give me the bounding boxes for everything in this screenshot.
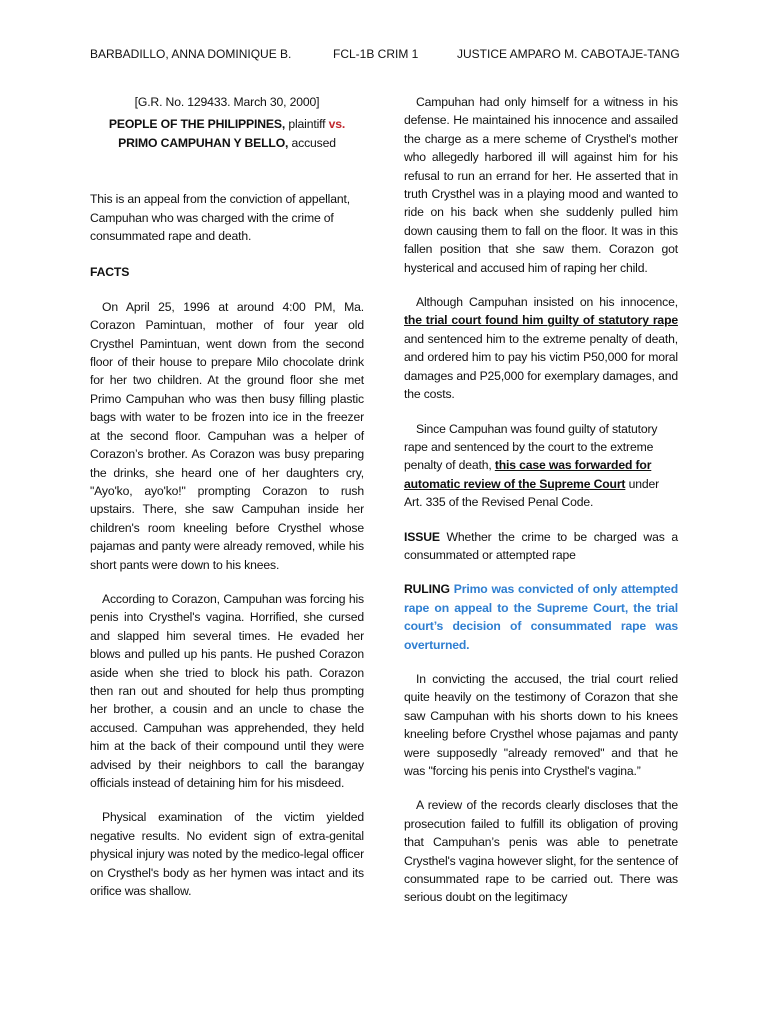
facts-paragraph: On April 25, 1996 at around 4:00 PM, Ma. Corazon Pamintuan, mother of four year old Crysthel Pamintuan, went down from the second floor of their house to prepare Milo chocolate drink for her two children. At the ground floor she met Primo Campuhan who was then busy filling plastic bags with water to be frozen into ice in the freezer at the second floor. Campuhan was a helper of Corazon’s brother. As Corazon was busy preparing the drinks, she heard one of her daughters cry, "Ayo'ko, ayo'ko!" prompting Corazon to rush upstairs. There, she saw Campuhan inside her children's room kneeling before Crysthel whose pajamas and panty were already removed, while his short pants were down to his knees.	[90, 299, 364, 572]
highlight: the trial court found him guilty of statutory rape	[404, 313, 678, 328]
facts-heading: FACTS	[90, 265, 130, 280]
plaintiff-role: plaintiff	[285, 117, 329, 132]
discussion-paragraph: A review of the records clearly discloses that the prosecution failed to fulfill its obligation of proving that Campuhan’s penis was able to penetrate Crysthel's vagina however slight, for the sentence of consummated rape to be carried out. There was serious doubt on the legitimacy	[404, 798, 678, 905]
case-caption	[90, 115, 364, 152]
right-column	[404, 93, 678, 923]
review-paragraph	[404, 420, 678, 512]
discussion-paragraph: In convicting the accused, the trial court relied quite heavily on the testimony of Corazon that she saw Campuhan with his shorts down to his knees kneeling before Crysthel whose pajamas and panty were supposedly "already removed" and that he was "forcing his penis into Crysthel's vagina.”	[404, 671, 678, 778]
ruling-paragraph	[404, 580, 678, 654]
text: and sentenced him to the extreme penalty of death, and ordered him to pay his victim P50,000 for moral damages and P25,000 for exemplary damages, and the costs.	[404, 331, 678, 402]
case-number: [G.R. No. 129433. March 30, 2000]	[134, 95, 320, 109]
left-column	[90, 93, 364, 916]
versus: vs.	[328, 117, 346, 132]
ruling-label: RULING	[404, 582, 450, 597]
accused-role: accused	[288, 135, 336, 150]
facts-paragraph: Campuhan had only himself for a witness in his defense. He maintained his innocence and assailed the charge as a mere scheme of Crysthel's mother who allegedly harbored ill will against him for his refusal to run an errand for her. He asserted that in truth Crysthel was in a playing mood and wanted to ride on his back when she suddenly pulled him down causing them to fall on the floor. It was in this fallen position that she saw them. Corazon got hysterical and accused him of raping her child.	[404, 95, 678, 275]
text: Although Campuhan insisted on his innocence,	[416, 295, 678, 310]
text: under Art. 335 of the Revised Penal Code.	[404, 476, 659, 510]
issue-label: ISSUE	[404, 529, 440, 544]
highlight: this case was forwarded for automatic review of the Supreme Court	[404, 458, 652, 491]
intro-paragraph: This is an appeal from the conviction of appellant, Campuhan who was charged with the crime of consummated rape and death.	[90, 192, 350, 244]
facts-paragraph: Physical examination of the victim yielded negative results. No evident sign of extra-genital physical injury was noted by the medico-legal officer on Crysthel's body as her hymen was intact and its orifice was shallow.	[90, 810, 364, 899]
issue-text: Whether the crime to be charged was a consummated or attempted rape	[404, 529, 678, 562]
student-name: BARBADILLO, ANNA DOMINIQUE B.	[90, 47, 292, 61]
text: Since Campuhan was found guilty of statutory rape and sentenced by the court to the extreme penalty of death,	[404, 421, 658, 473]
facts-paragraph: According to Corazon, Campuhan was forcing his penis into Crysthel's vagina. Horrified, she cursed and slapped him several times. He evaded her blows and pulled up his pants. He pushed Corazon aside when she tried to block his path. Corazon then ran out and shouted for help thus prompting her brother, a cousin and an uncle to chase the accused. Campuhan was apprehended, they held him at the back of their compound until they were advised by their neighbors to call the barangay officials instead of detaining him for his misdeed.	[90, 591, 364, 790]
plaintiff: PEOPLE OF THE PHILIPPINES,	[108, 117, 286, 132]
accused: PRIMO CAMPUHAN Y BELLO,	[118, 135, 289, 150]
professor-name: JUSTICE AMPARO M. CABOTAJE-TANG	[457, 47, 680, 61]
trial-paragraph	[404, 293, 678, 403]
ruling-text: Primo was convicted of only attempted rape on appeal to the Supreme Court, the trial court’s decision of consummated rape was overturned.	[404, 582, 678, 652]
issue-paragraph	[404, 528, 678, 565]
section-code: FCL-1B CRIM 1	[333, 47, 419, 61]
